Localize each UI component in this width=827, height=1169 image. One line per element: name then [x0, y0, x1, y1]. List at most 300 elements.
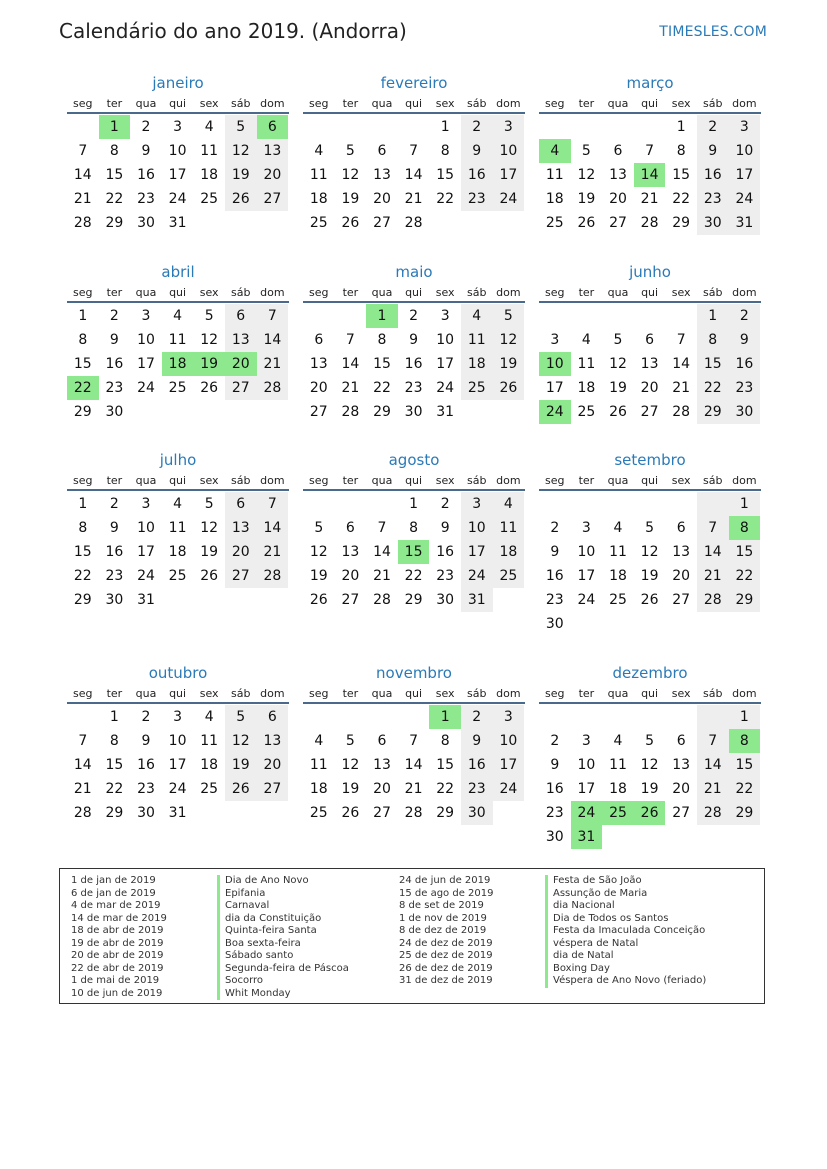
- day-cell: 28: [404, 805, 423, 821]
- month-name: outubro: [148, 664, 208, 682]
- day-grid: [303, 492, 525, 612]
- day-cell: 11: [577, 356, 596, 372]
- day-cell: 11: [168, 520, 187, 536]
- day-cell: 4: [204, 709, 214, 725]
- day-cell: 13: [225, 328, 257, 352]
- day-cell: 27: [672, 592, 691, 608]
- empty-cell: [67, 705, 99, 729]
- day-cell: 31: [436, 404, 455, 420]
- day-cell: 5: [225, 705, 257, 729]
- day-cell: 13: [373, 167, 391, 183]
- day-cell: 17: [577, 781, 596, 797]
- day-cell: 26: [225, 777, 257, 801]
- empty-cell: [634, 612, 666, 636]
- day-grid: [67, 492, 289, 612]
- holiday-date: 25 de dez de 2019: [399, 950, 493, 961]
- day-cell: 7: [697, 516, 729, 540]
- weekday-label: ter: [342, 96, 359, 110]
- day-cell: 7: [257, 492, 289, 516]
- day-cell: 30: [105, 592, 124, 608]
- day-cell: 31: [461, 588, 493, 612]
- weekday-label: seg: [73, 96, 93, 110]
- day-cell: 12: [341, 167, 360, 183]
- day-cell: 22: [373, 380, 391, 396]
- holiday-date: 14 de mar de 2019: [71, 912, 167, 924]
- day-cell: 25: [309, 805, 328, 821]
- day-cell: 22: [105, 191, 124, 207]
- day-cell: 29: [729, 588, 761, 612]
- day-cell: 19: [493, 352, 525, 376]
- day-cell: 30: [729, 400, 761, 424]
- day-cell: 17: [168, 167, 187, 183]
- day-cell: 1: [366, 304, 398, 328]
- holiday-name: Boxing Day: [545, 963, 706, 976]
- day-cell: 6: [257, 705, 289, 729]
- day-grid: [303, 705, 525, 825]
- weekday-header: [303, 283, 525, 303]
- holiday-date: 8 de dez de 2019: [399, 925, 487, 936]
- weekday-header: [539, 94, 761, 114]
- day-cell: 13: [640, 356, 659, 372]
- weekday-label: seg: [545, 473, 565, 487]
- weekday-label: ter: [342, 686, 359, 700]
- day-cell: 16: [404, 356, 423, 372]
- empty-cell: [335, 705, 367, 729]
- day-cell: 15: [73, 356, 92, 372]
- day-cell: 15: [73, 544, 92, 560]
- empty-cell: [193, 588, 225, 612]
- day-cell: 19: [341, 781, 360, 797]
- day-cell: 14: [257, 328, 289, 352]
- day-cell: 16: [545, 568, 564, 584]
- weekday-label: sáb: [467, 285, 487, 299]
- weekday-label: qua: [607, 473, 629, 487]
- weekday-label: qua: [607, 285, 629, 299]
- empty-cell: [634, 492, 666, 516]
- empty-cell: [225, 588, 257, 612]
- day-cell: 3: [440, 308, 450, 324]
- day-cell: 24: [168, 191, 187, 207]
- weekday-label: qui: [169, 686, 187, 700]
- day-cell: 6: [613, 143, 623, 159]
- day-cell: 4: [173, 308, 183, 324]
- month-name: junho: [629, 263, 671, 281]
- day-cell: 3: [173, 119, 183, 135]
- day-cell: 18: [200, 167, 219, 183]
- day-cell: 27: [640, 404, 659, 420]
- day-cell: 4: [539, 139, 571, 163]
- day-cell: 26: [341, 215, 360, 231]
- weekday-label: dom: [732, 686, 757, 700]
- day-cell: 30: [404, 404, 423, 420]
- empty-cell: [571, 492, 603, 516]
- day-cell: 6: [676, 733, 686, 749]
- day-cell: 12: [309, 544, 328, 560]
- day-cell: 14: [73, 757, 92, 773]
- day-cell: 8: [440, 733, 450, 749]
- day-cell: 1: [109, 709, 119, 725]
- day-cell: 27: [373, 215, 391, 231]
- day-cell: 5: [225, 115, 257, 139]
- weekday-label: ter: [578, 686, 595, 700]
- day-cell: 13: [225, 516, 257, 540]
- month-maio: [303, 261, 525, 424]
- day-cell: 22: [729, 564, 761, 588]
- weekday-label: dom: [732, 473, 757, 487]
- weekday-label: sex: [435, 285, 455, 299]
- day-cell: 1: [78, 496, 88, 512]
- day-cell: 23: [105, 380, 124, 396]
- day-cell: 8: [676, 143, 686, 159]
- weekday-label: dom: [260, 473, 285, 487]
- empty-cell: [634, 705, 666, 729]
- weekday-label: dom: [260, 686, 285, 700]
- day-cell: 26: [225, 187, 257, 211]
- day-cell: 4: [314, 733, 324, 749]
- day-cell: 23: [436, 568, 455, 584]
- day-cell: 13: [373, 757, 391, 773]
- day-cell: 23: [729, 376, 761, 400]
- empty-cell: [335, 492, 367, 516]
- day-cell: 17: [493, 753, 525, 777]
- day-cell: 19: [193, 352, 225, 376]
- day-cell: 21: [697, 777, 729, 801]
- empty-cell: [634, 115, 666, 139]
- day-cell: 6: [377, 143, 387, 159]
- weekday-label: seg: [545, 285, 565, 299]
- day-cell: 22: [672, 191, 691, 207]
- day-cell: 2: [461, 115, 493, 139]
- day-cell: 31: [168, 805, 187, 821]
- month-abril: [67, 261, 289, 424]
- day-cell: 30: [461, 801, 493, 825]
- day-cell: 5: [345, 733, 355, 749]
- day-cell: 13: [257, 729, 289, 753]
- day-cell: 24: [493, 777, 525, 801]
- day-cell: 15: [697, 352, 729, 376]
- holiday-name: Véspera de Ano Novo (feriado): [545, 975, 706, 988]
- day-cell: 26: [200, 568, 219, 584]
- empty-cell: [729, 825, 761, 849]
- day-cell: 23: [137, 781, 155, 797]
- holiday-name: dia da Constituição: [217, 913, 349, 926]
- day-cell: 9: [141, 733, 151, 749]
- holiday-date: 8 de set de 2019: [399, 900, 484, 911]
- day-cell: 24: [168, 781, 187, 797]
- empty-cell: [429, 211, 461, 235]
- empty-cell: [634, 304, 666, 328]
- day-cell: 5: [314, 520, 324, 536]
- day-cell: 2: [550, 733, 560, 749]
- day-cell: 19: [200, 544, 219, 560]
- day-cell: 7: [345, 332, 355, 348]
- day-cell: 17: [168, 757, 187, 773]
- day-cell: 3: [173, 709, 183, 725]
- weekday-label: dom: [496, 686, 521, 700]
- day-cell: 11: [609, 544, 627, 560]
- day-cell: 27: [257, 187, 289, 211]
- day-cell: 30: [697, 211, 729, 235]
- day-cell: 14: [634, 163, 666, 187]
- day-cell: 24: [461, 564, 493, 588]
- empty-cell: [539, 304, 571, 328]
- day-cell: 5: [493, 304, 525, 328]
- day-cell: 26: [577, 215, 596, 231]
- weekday-header: [67, 283, 289, 303]
- month-name: dezembro: [612, 664, 688, 682]
- day-cell: 21: [257, 352, 289, 376]
- day-cell: 1: [440, 119, 450, 135]
- empty-cell: [335, 115, 367, 139]
- day-cell: 19: [640, 781, 659, 797]
- day-cell: 23: [404, 380, 423, 396]
- day-grid: [67, 304, 289, 424]
- day-cell: 29: [672, 215, 691, 231]
- month-janeiro: [67, 72, 289, 235]
- day-cell: 18: [461, 352, 493, 376]
- empty-cell: [602, 115, 634, 139]
- day-cell: 16: [137, 167, 155, 183]
- day-cell: 17: [729, 163, 761, 187]
- empty-cell: [493, 211, 525, 235]
- day-cell: 19: [225, 163, 257, 187]
- day-cell: 17: [545, 380, 564, 396]
- day-cell: 13: [257, 139, 289, 163]
- day-cell: 14: [341, 356, 360, 372]
- day-cell: 26: [634, 801, 666, 825]
- day-cell: 16: [697, 163, 729, 187]
- day-cell: 4: [461, 304, 493, 328]
- day-cell: 31: [168, 215, 187, 231]
- day-cell: 3: [550, 332, 560, 348]
- day-cell: 24: [436, 380, 455, 396]
- weekday-label: sex: [671, 473, 691, 487]
- day-cell: 21: [73, 781, 92, 797]
- weekday-label: qui: [641, 96, 659, 110]
- weekday-label: ter: [578, 96, 595, 110]
- day-cell: 28: [341, 404, 360, 420]
- weekday-label: qui: [405, 473, 423, 487]
- day-cell: 1: [409, 496, 419, 512]
- weekday-label: sáb: [231, 473, 251, 487]
- day-cell: 19: [640, 568, 659, 584]
- day-cell: 2: [461, 705, 493, 729]
- day-cell: 30: [105, 404, 124, 420]
- day-cell: 22: [436, 191, 455, 207]
- day-cell: 17: [137, 356, 155, 372]
- day-cell: 25: [200, 191, 219, 207]
- day-cell: 8: [729, 729, 761, 753]
- empty-cell: [493, 400, 525, 424]
- empty-cell: [665, 612, 697, 636]
- holiday-name: Dia de Todos os Santos: [545, 913, 706, 926]
- empty-cell: [303, 492, 335, 516]
- empty-cell: [303, 115, 335, 139]
- weekday-label: qua: [607, 96, 629, 110]
- day-cell: 6: [225, 304, 257, 328]
- holiday-name: Boa sexta-feira: [217, 938, 349, 951]
- day-cell: 4: [314, 143, 324, 159]
- weekday-header: [539, 684, 761, 704]
- empty-cell: [602, 612, 634, 636]
- day-cell: 27: [341, 592, 360, 608]
- weekday-label: seg: [73, 285, 93, 299]
- day-cell: 17: [436, 356, 455, 372]
- weekday-label: qua: [371, 473, 393, 487]
- day-cell: 21: [373, 568, 391, 584]
- day-cell: 9: [109, 520, 119, 536]
- day-cell: 28: [672, 404, 691, 420]
- day-cell: 6: [257, 115, 289, 139]
- weekday-label: sex: [671, 96, 691, 110]
- day-cell: 11: [309, 167, 328, 183]
- weekday-label: qui: [641, 686, 659, 700]
- empty-cell: [162, 400, 194, 424]
- weekday-header: [67, 94, 289, 114]
- day-cell: 9: [461, 139, 493, 163]
- holiday-date: 1 de jan de 2019: [71, 875, 156, 886]
- day-cell: 11: [493, 516, 525, 540]
- day-cell: 29: [105, 215, 124, 231]
- weekday-label: dom: [732, 285, 757, 299]
- day-grid: [67, 115, 289, 235]
- day-cell: 15: [436, 167, 455, 183]
- day-cell: 17: [577, 568, 596, 584]
- day-cell: 17: [461, 540, 493, 564]
- day-cell: 16: [436, 544, 455, 560]
- day-cell: 4: [613, 520, 623, 536]
- day-cell: 21: [697, 564, 729, 588]
- day-cell: 26: [309, 592, 328, 608]
- day-cell: 15: [436, 757, 455, 773]
- day-grid: [67, 705, 289, 825]
- empty-cell: [602, 825, 634, 849]
- holiday-date: 24 de jun de 2019: [399, 875, 491, 886]
- weekday-label: ter: [578, 473, 595, 487]
- day-cell: 9: [697, 139, 729, 163]
- day-cell: 9: [440, 520, 450, 536]
- holiday-name: Socorro: [217, 975, 349, 988]
- holiday-date: 10 de jun de 2019: [71, 987, 163, 999]
- day-cell: 13: [672, 544, 691, 560]
- month-dezembro: [539, 662, 761, 849]
- month-name: agosto: [388, 451, 440, 469]
- day-cell: 29: [73, 404, 92, 420]
- day-cell: 3: [141, 308, 151, 324]
- day-cell: 25: [545, 215, 564, 231]
- day-cell: 4: [204, 119, 214, 135]
- day-cell: 23: [697, 187, 729, 211]
- weekday-header: [539, 471, 761, 491]
- empty-cell: [493, 588, 525, 612]
- day-cell: 3: [581, 520, 591, 536]
- month-name: abril: [161, 263, 195, 281]
- day-cell: 5: [204, 308, 214, 324]
- day-cell: 20: [640, 380, 659, 396]
- empty-cell: [257, 400, 289, 424]
- day-cell: 16: [105, 544, 124, 560]
- day-cell: 11: [168, 332, 187, 348]
- empty-cell: [257, 801, 289, 825]
- day-cell: 9: [461, 729, 493, 753]
- day-cell: 25: [200, 781, 219, 797]
- weekday-label: seg: [309, 686, 329, 700]
- day-cell: 11: [200, 733, 219, 749]
- holiday-date: 19 de abr de 2019: [71, 937, 164, 949]
- weekday-label: qua: [135, 686, 157, 700]
- empty-cell: [602, 705, 634, 729]
- month-setembro: [539, 449, 761, 636]
- weekday-label: sex: [199, 96, 219, 110]
- holiday-date: 24 de dez de 2019: [399, 937, 493, 949]
- empty-cell: [366, 705, 398, 729]
- weekday-label: qui: [405, 285, 423, 299]
- day-cell: 21: [404, 781, 423, 797]
- day-cell: 18: [609, 568, 627, 584]
- day-cell: 2: [697, 115, 729, 139]
- empty-cell: [697, 705, 729, 729]
- day-cell: 10: [577, 757, 596, 773]
- empty-cell: [193, 801, 225, 825]
- day-cell: 8: [377, 332, 387, 348]
- day-cell: 25: [577, 404, 596, 420]
- weekday-label: sáb: [703, 96, 723, 110]
- day-cell: 10: [436, 332, 455, 348]
- day-cell: 7: [78, 143, 88, 159]
- day-grid: [539, 705, 761, 849]
- day-cell: 1: [429, 705, 461, 729]
- holiday-name: Assunção de Maria: [545, 888, 706, 901]
- weekday-label: qua: [135, 473, 157, 487]
- day-cell: 5: [613, 332, 623, 348]
- day-cell: 15: [105, 757, 124, 773]
- day-cell: 19: [609, 380, 627, 396]
- day-cell: 24: [493, 187, 525, 211]
- day-cell: 28: [697, 801, 729, 825]
- weekday-label: dom: [732, 96, 757, 110]
- day-cell: 26: [200, 380, 219, 396]
- site-logo-link[interactable]: TIMESLES.COM: [659, 24, 767, 40]
- day-cell: 23: [137, 191, 155, 207]
- empty-cell: [193, 400, 225, 424]
- day-cell: 9: [729, 328, 761, 352]
- day-cell: 11: [309, 757, 328, 773]
- day-cell: 6: [314, 332, 324, 348]
- weekday-label: sáb: [467, 96, 487, 110]
- day-cell: 18: [309, 191, 328, 207]
- empty-cell: [225, 211, 257, 235]
- day-cell: 20: [672, 568, 691, 584]
- day-cell: 16: [461, 753, 493, 777]
- day-cell: 30: [545, 616, 564, 632]
- month-name: julho: [159, 451, 197, 469]
- empty-cell: [634, 825, 666, 849]
- day-cell: 18: [493, 540, 525, 564]
- holiday-date: 1 de mai de 2019: [71, 975, 160, 986]
- day-cell: 22: [67, 376, 99, 400]
- day-cell: 6: [645, 332, 655, 348]
- weekday-label: qua: [371, 285, 393, 299]
- day-cell: 10: [493, 139, 525, 163]
- day-cell: 1: [78, 308, 88, 324]
- day-cell: 17: [493, 163, 525, 187]
- empty-cell: [130, 400, 162, 424]
- day-cell: 2: [141, 709, 151, 725]
- day-cell: 3: [461, 492, 493, 516]
- month-name: março: [626, 74, 674, 92]
- day-cell: 3: [493, 115, 525, 139]
- empty-cell: [335, 304, 367, 328]
